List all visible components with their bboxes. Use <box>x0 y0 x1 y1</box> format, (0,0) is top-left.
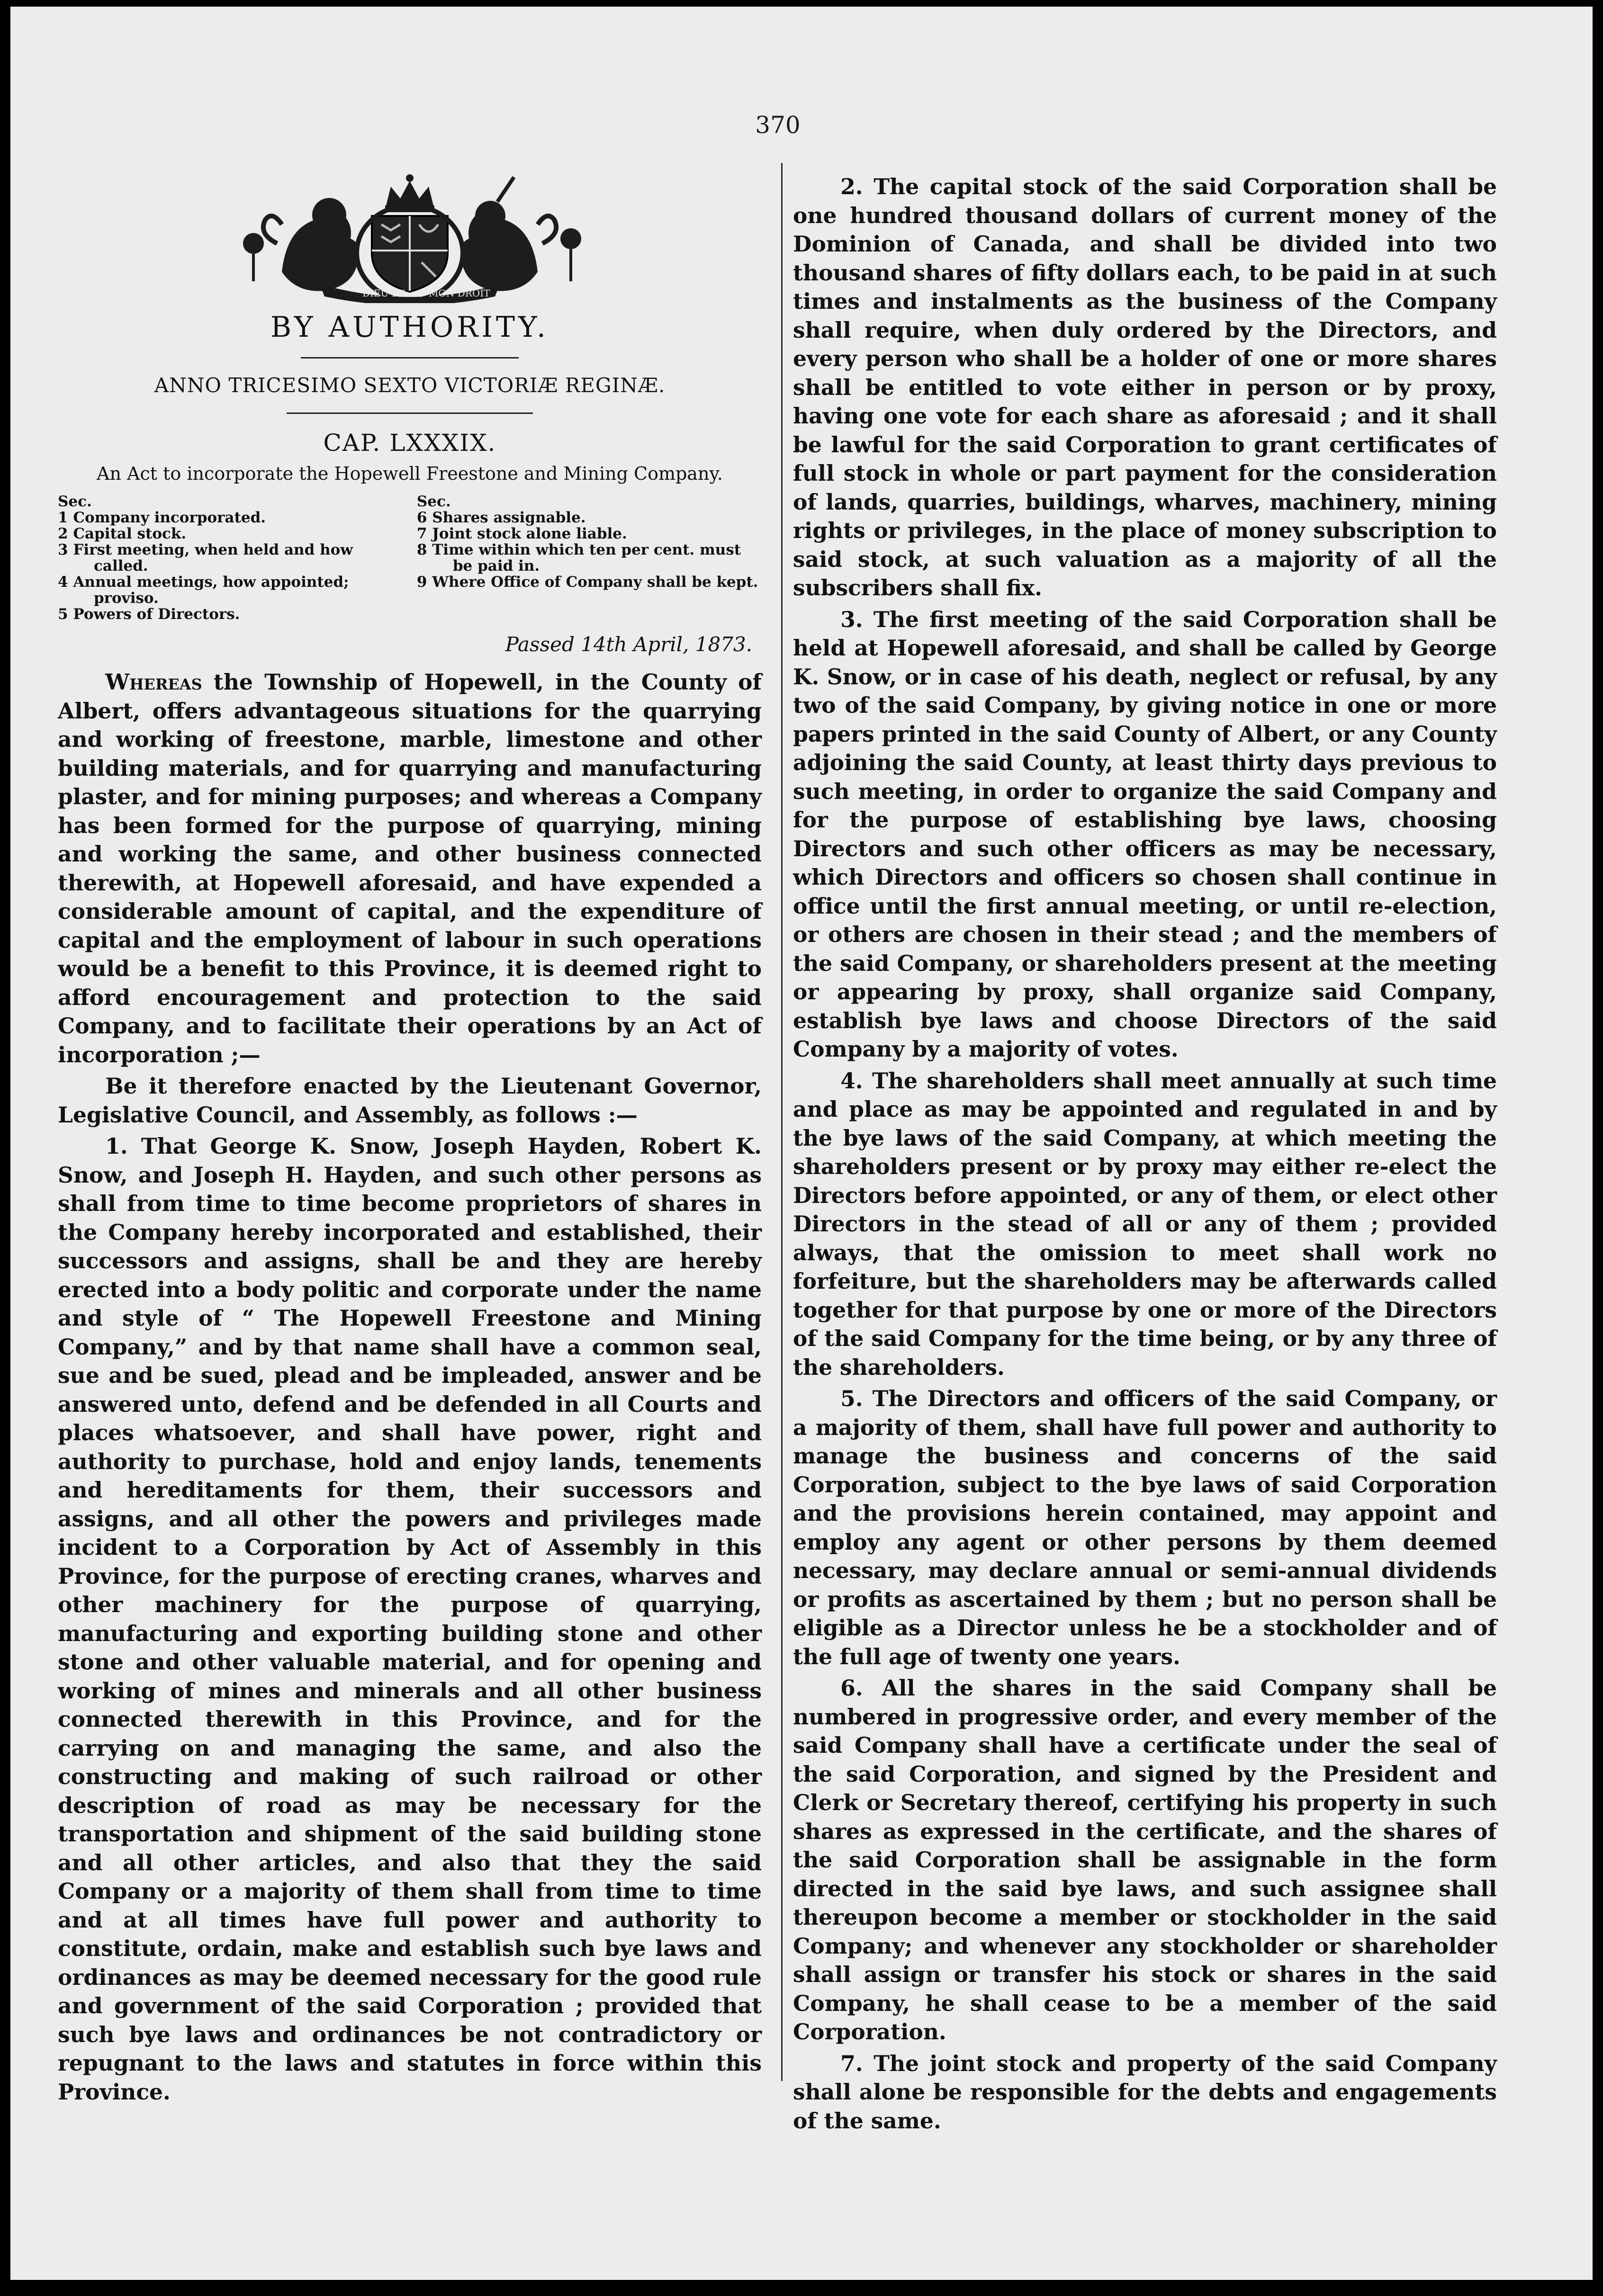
section-index <box>58 493 762 622</box>
section-index-item: 3 First meeting, when held and how called. <box>58 541 353 575</box>
royal-coat-of-arms <box>163 172 656 303</box>
section-3-paragraph: 3. The first meeting of the said Corporation shall be held at Hopewell aforesaid, and shall be called by George K. Snow, or in case of his death, neglect or refusal, by any two of the said Company, by giving notice in one or more papers printed in the said County of Albert, or any County adjoining the said County, at least thirty days previous to such meeting, in order to organize the said Company and for the purpose of establishing bye laws, choosing Directors and such other officers as may be necessary, which Directors and officers so chosen shall continue in office until the first annual meeting, or until re-election, or others are chosen in their stead ; and the members of the said Company, or shareholders present at the meeting or appearing by proxy, shall organize said Company, establish bye laws and choose Directors of the said Company by a majority of votes. <box>793 606 1497 1062</box>
thistle-icon <box>560 228 581 281</box>
unicorn-supporter-icon <box>460 177 556 291</box>
section-4-paragraph: 4. The shareholders shall meet annually at such time and place as may be appointed and regulated in and by the bye laws of the said Company, at which meeting the shareholders present or by proxy may either re-elect the Directors before appointed, or any of them, or elect other Directors in the stead of all or any of them ; provided always, that the omission to meet shall work no forfeiture, but the shareholders may be afterwards called together for that purpose by one or more of the Directors of the said Company for the time being, or by any three of the shareholders. <box>793 1067 1497 1380</box>
preamble-paragraph <box>58 668 762 1069</box>
heading-rule <box>301 357 519 359</box>
whereas-word: Whereas <box>105 669 202 695</box>
document-page <box>10 7 1593 2280</box>
section-index-item: 5 Powers of Directors. <box>58 606 240 623</box>
left-column <box>58 172 762 2106</box>
section-index-item: 7 Joint stock alone liable. <box>416 525 627 543</box>
section-index-item: 1 Company incorporated. <box>58 509 266 527</box>
enacting-clause: Be it therefore enacted by the Lieutenant Governor, Legislative Council, and Assembly, as follows :— <box>58 1073 762 1128</box>
right-column <box>793 172 1497 2135</box>
lion-supporter-icon <box>263 198 359 291</box>
section-index-item: 4 Annual meetings, how appointed; proviso. <box>58 574 349 607</box>
section-index-right <box>417 493 762 622</box>
heading-rule <box>287 413 533 414</box>
section-index-item: 9 Where Office of Company shall be kept. <box>416 574 758 591</box>
section-1-paragraph: 1. That George K. Snow, Joseph Hayden, Robert K. Snow, and Joseph H. Hayden, and such other persons as shall from time to time become proprietors of shares in the Company hereby incorporated and established, their successors and assigns, shall be and they are hereby erected into a body politic and corporate under the name and style of “ The Hopewell Freestone and Mining Company,” and by that name shall have a common seal, sue and be sued, plead and be impleaded, answer and be answered unto, defend and be defended in all Courts and places whatsoever, and shall have power, right and authority to purchase, hold and enjoy lands, tenements and hereditaments for them, their successors and assigns, and all other the powers and privileges made incident to a Corporation by Act of Assembly in this Province, for the purpose of erecting cranes, wharves and other machinery for the purpose of quarrying, manufacturing and exporting building stone and other stone and other valuable material, and for opening and working of mines and minerals and all other business connected therewith in this Province, and for the carrying on and managing the same, and also the constructing and making of such railroad or other description of road as may be necessary for the transportation and shipment of the said building stone and all other articles, and also that they the said Company or a majority of them shall from time to time and at all times have full power and authority to constitute, ordain, make and establish such bye laws and ordinances as may be deemed necessary for the good rule and government of the said Corporation ; provided that such bye laws and ordinances be not contradictory or repugnant to the laws and statutes in force within this Province. <box>58 1133 762 2105</box>
preamble-text: the Township of Hopewell, in the County of Albert, offers advantageous situations for the quarrying and working of freestone, marble, limestone and other building materials, and for quarrying and manufacturing plaster, and for mining purposes; and whereas a Company has been formed for the purpose of quarrying, mining and working the same, and other business connected therewith, at Hopewell aforesaid, and have expended a considerable amount of capital, and the expenditure of capital and the employment of labour in such operations would be a benefit to this Province, it is deemed right to afford encouragement and protection to the said Company, and to facilitate their operations by an Act of incorporation ;— <box>58 669 762 1067</box>
motto-right-text: MON DROIT <box>429 287 490 299</box>
section-index-left <box>58 493 403 622</box>
section-2-paragraph: 2. The capital stock of the said Corporation shall be one hundred thousand dollars of current money of the Dominion of Canada, and shall be divided into two thousand shares of fifty dollars each, to be paid in at such times and instalments as the business of the Company shall require, when duly ordered by the Directors, and every person who shall be a holder of one or more shares shall be entitled to vote either in person or by proxy, having one vote for each share as aforesaid ; and it shall be lawful for the said Corporation to grant certificates of full stock in whole or part payment for the consideration of lands, quarries, buildings, wharves, machinery, mining rights or privileges, in the place of money subscription to said stock, at such valuation as a majority of all the subscribers shall fix. <box>793 174 1497 601</box>
section-index-item: 6 Shares assignable. <box>416 509 586 527</box>
rose-icon <box>243 233 264 281</box>
section-7-paragraph: 7. The joint stock and property of the said Company shall alone be responsible for the debts and engagements of the same. <box>793 2050 1497 2134</box>
motto-left-text: DIEU ET <box>362 287 405 299</box>
section-index-item: 8 Time within which ten per cent. must be paid in. <box>416 541 741 575</box>
right-body-text <box>793 172 1497 2135</box>
column-divider <box>781 163 783 2081</box>
left-body-text <box>58 668 762 2106</box>
act-title: An Act to incorporate the Hopewell Freestone and Mining Company. <box>97 463 723 484</box>
section-index-item: 2 Capital stock. <box>58 525 187 543</box>
section-6-paragraph: 6. All the shares in the said Company shall be numbered in progressive order, and every member of the said Company shall have a certificate under the seal of the said Corporation, and signed by the President and Clerk or Secretary thereof, certifying his property in such shares as expressed in the certificate, and the shares of the said Corporation shall be assignable in the form directed in the said bye laws, and such assignee shall thereupon become a member or stockholder in the said Company; and whenever any stockholder or shareholder shall assign or transfer his stock or shares in the said Company, he shall cease to be a member of the said Corporation. <box>793 1675 1497 2045</box>
by-authority-heading: BY AUTHORITY. <box>270 311 549 344</box>
page-number: 370 <box>755 111 801 139</box>
passed-date: Passed 14th April, 1873. <box>505 633 752 656</box>
anno-line: ANNO TRICESIMO SEXTO VICTORIÆ REGINÆ. <box>154 374 666 397</box>
section-index-header: Sec. <box>58 493 92 511</box>
section-index-header: Sec. <box>416 493 451 511</box>
section-5-paragraph: 5. The Directors and officers of the said Company, or a majority of them, shall have full power and authority to manage the business and concerns of the said Corporation, subject to the bye laws of said Corporation and the provisions herein contained, may appoint and employ any agent or other persons by them deemed necessary, may declare annual or semi-annual dividends or profits as ascertained by them ; but no person shall be eligible as a Director unless he be a stockholder and of the full age of twenty one years. <box>793 1386 1497 1669</box>
chapter-number: CAP. LXXXIX. <box>323 429 496 457</box>
shield-icon <box>372 216 448 292</box>
